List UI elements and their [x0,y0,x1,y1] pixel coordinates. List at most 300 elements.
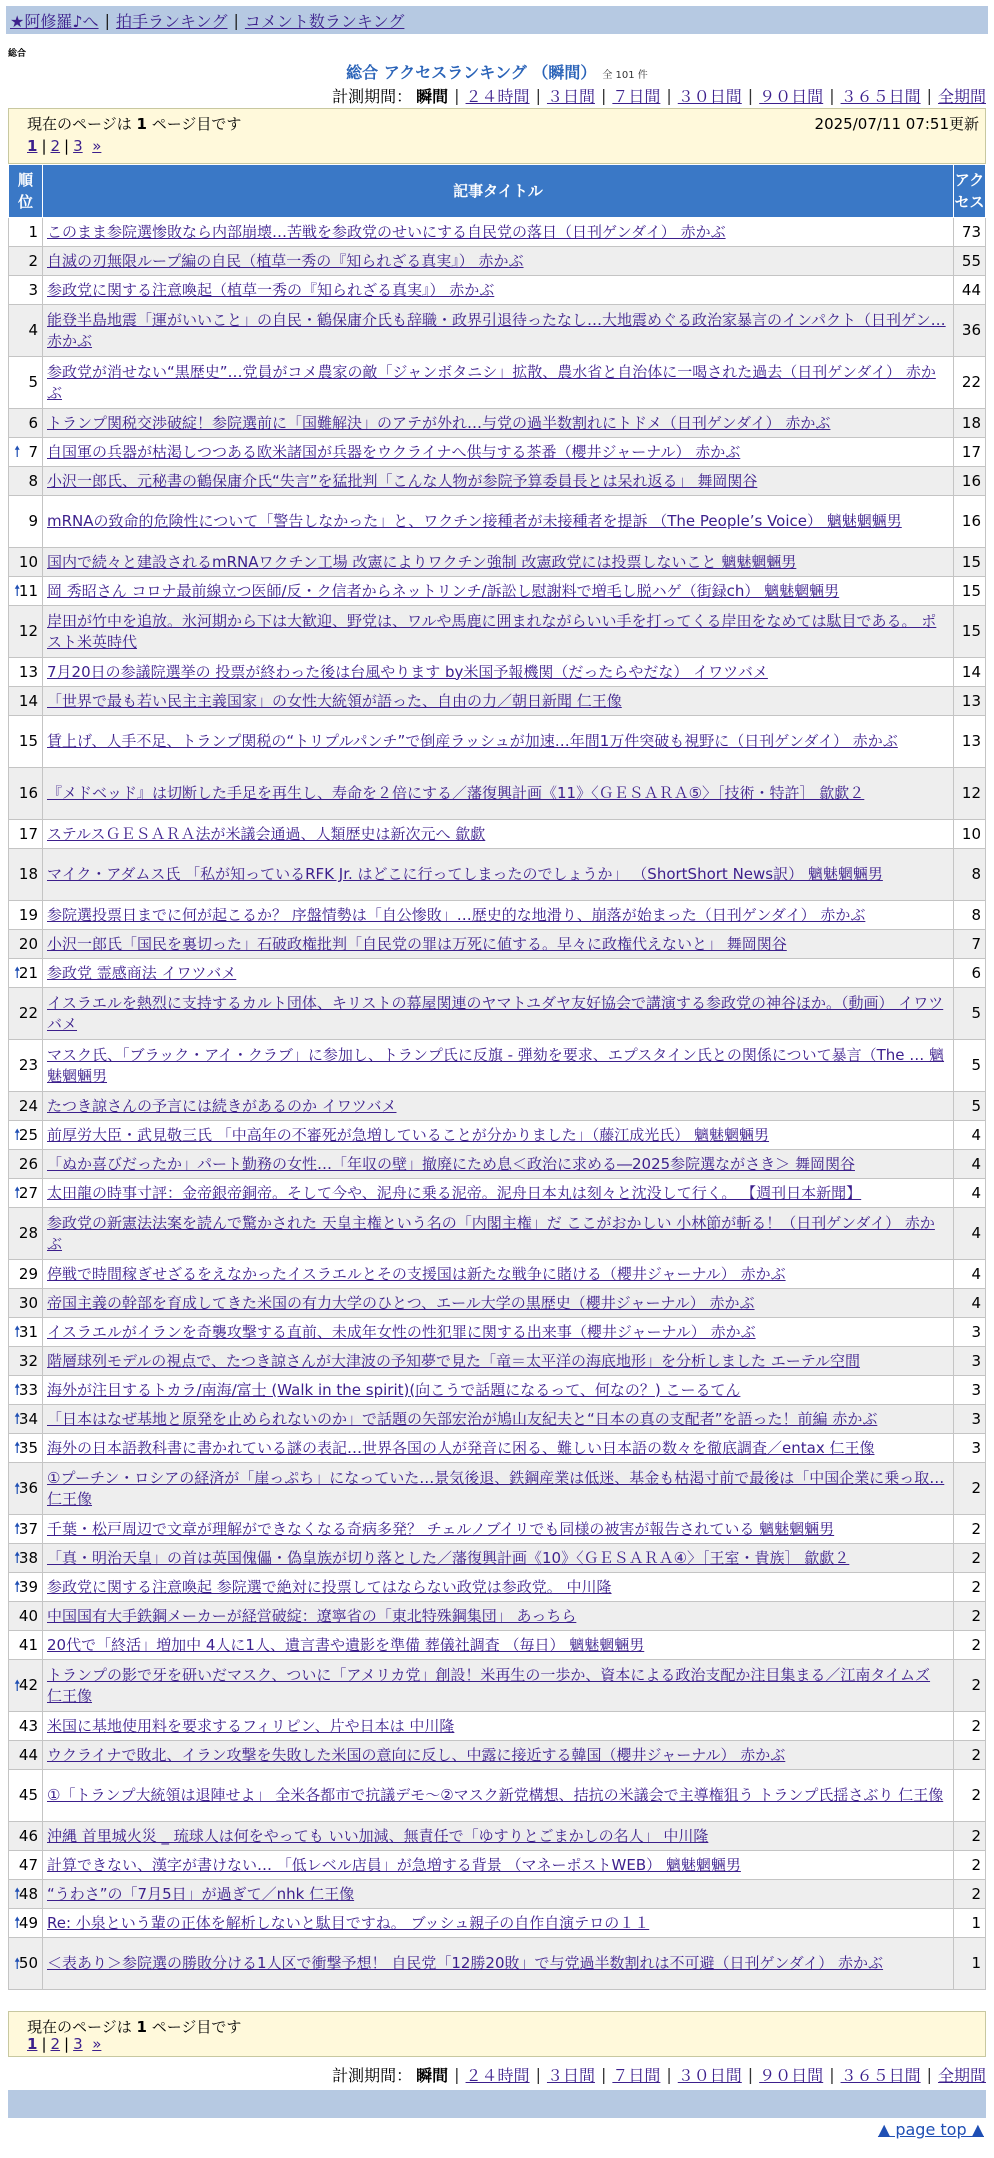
access-count: 5 [954,988,986,1040]
page-separator: | [41,2035,47,2053]
period-selector-bottom [332,2063,986,2086]
access-count: 5 [954,1040,986,1092]
page-top [878,2120,984,2139]
table-row [9,1631,986,1660]
article-link[interactable]: 中国国有大手鉄鋼メーカーが経営破綻：遼寧省の「東北特殊鋼集団」 あっちら [47,1606,577,1625]
article-link[interactable]: イスラエルを熱烈に支持するカルト団体、キリストの幕屋関連のヤマトユダヤ友好協会で講演する参政党の神谷ほか。（動画） イワツバメ [47,993,944,1033]
col-header-rank [9,165,43,218]
pager-top [8,108,986,164]
rank-up-arrow-icon: 🠕 [14,1183,21,1202]
access-count: 3 [954,1434,986,1463]
article-link[interactable]: 参政党に関する注意喚起 参院選で絶対に投票してはならない政党は参政党。 中川隆 [47,1577,612,1596]
rank-up-arrow-icon: 🠕 [14,1884,21,1903]
table-row [9,959,986,988]
title-cell [43,218,954,247]
title-cell [43,438,954,467]
rank-cell [9,658,43,687]
article-link[interactable]: ＜表あり＞参院選の勝敗分ける1人区で衝撃予想！ 自民党「12勝20敗」で与党過半数割れは不可避（日刊ゲンダイ） 赤かぶ [47,1954,884,1972]
title-cell [43,1260,954,1289]
rank-cell [9,687,43,716]
table-row [9,276,986,305]
rank-number: 48 [18,1884,38,1903]
rank-cell [9,409,43,438]
article-link[interactable]: マイク・アダムス氏 「私が知っているRFK Jr. はどこに行ってしまったのでしょうか」 （ShortShort News訳） 魑魅魍魎男 [47,865,883,883]
access-count: 16 [954,467,986,496]
page-text-post: ページ目です [151,115,242,133]
page-top-link[interactable]: ▲ page top ▲ [877,2120,984,2139]
rank-up-arrow-icon: 🠕 [14,963,21,982]
table-row [9,1289,986,1318]
period-link[interactable]: ７日間 [612,87,661,106]
title-cell [43,1909,954,1938]
access-count: 13 [954,687,986,716]
access-count: 6 [954,959,986,988]
rank-cell [9,1544,43,1573]
table-row [9,409,986,438]
rank-cell [9,1347,43,1376]
rank-cell [9,1260,43,1289]
access-count: 17 [954,438,986,467]
article-link[interactable]: 能登半島地震「運がいいこと」の自民・鶴保庸介氏も辞職・政界引退待ったなし…大地震めぐる政治家暴言のインパクト（日刊ゲン… 赤かぶ [47,310,946,350]
rank-number: 34 [18,1409,38,1428]
article-link[interactable]: 賃上げ、人手不足、トランプ関税の“トリプルパンチ”で倒産ラッシュが加速…年間1万件突破も視野に（日刊ゲンダイ） 赤かぶ [47,732,898,750]
article-link[interactable]: イスラエルがイランを奇襲攻撃する直前、未成年女性の性犯罪に関する出来事（櫻井ジャーナル） 赤かぶ [47,1322,756,1341]
table-row [9,1318,986,1347]
article-link[interactable]: トランプの影で牙を研いだマスク、ついに「アメリカ党」創設！米再生の一歩か、資本による政治支配か注目集まる／江南タイムズ 仁王像 [47,1665,931,1705]
title-cell [43,716,954,768]
article-link[interactable]: 「世界で最も若い民主主義国家」の女性大統領が語った、自由の力／朝日新聞 仁王像 [47,691,622,710]
rank-number: 26 [18,1154,38,1173]
title-cell [43,305,954,357]
rank-cell [9,357,43,409]
title-cell [43,1208,954,1260]
rank-number: 31 [18,1322,38,1341]
table-row [9,305,986,357]
rank-cell [9,1376,43,1405]
ranking-title: 総合 アクセスランキング （瞬間） [346,63,597,82]
col-header-access [954,165,986,218]
access-count: 10 [954,820,986,849]
rank-cell [9,577,43,606]
rank-number: 23 [18,1056,38,1074]
title-cell [43,577,954,606]
period-link[interactable]: ２４時間 [465,2066,530,2085]
table-row [9,1909,986,1938]
period-separator: | [926,86,932,105]
title-cell [43,409,954,438]
period-link[interactable]: ３日間 [546,2066,595,2085]
rank-number: 24 [18,1096,38,1115]
period-separator: | [454,2065,460,2084]
rank-cell [9,1405,43,1434]
rank-cell [9,901,43,930]
title-cell [43,901,954,930]
rank-up-arrow-icon: 🠕 [14,1125,21,1144]
period-link[interactable]: 全期間 [937,2066,986,2085]
period-separator: | [829,2065,835,2084]
table-row [9,496,986,548]
title-cell [43,988,954,1040]
page-links [27,137,101,155]
rank-cell [9,1660,43,1712]
access-count: 2 [954,1463,986,1515]
article-link[interactable]: 参政党に関する注意喚起（植草一秀の『知られざる真実』） 赤かぶ [47,280,495,299]
article-link[interactable]: トランプ関税交渉破綻！参院選前に「国難解決」のアテが外れ…与党の過半数割れにトドメ（日刊ゲンダイ） 赤かぶ [47,413,831,432]
period-link[interactable]: ３０日間 [677,87,742,106]
article-link[interactable]: 「日本はなぜ基地と原発を止められないのか」で話題の矢部宏治が鳩山友紀夫と“日本の真の支配者”を語った！前編 赤かぶ [47,1409,878,1428]
title-cell [43,1573,954,1602]
col-header-access-line2: セス [954,193,985,211]
title-cell [43,1660,954,1712]
table-row [9,1741,986,1770]
nav-separator: | [104,10,110,30]
article-link[interactable]: 帝国主義の幹部を育成してきた米国の有力大学のひとつ、エール大学の黒歴史（櫻井ジャーナル） 赤かぶ [47,1293,755,1312]
access-count: 73 [954,218,986,247]
rank-cell [9,768,43,820]
access-count: 8 [954,849,986,901]
period-link[interactable]: ３６５日間 [840,87,921,106]
title-cell [43,1121,954,1150]
page-link-2[interactable]: 2 [50,2035,61,2053]
ranking-table [8,164,986,1990]
access-count: 2 [954,1544,986,1573]
rank-number: 20 [18,934,38,953]
rank-up-arrow-icon: 🠕 [14,1954,21,1972]
table-row [9,1150,986,1179]
table-row [9,930,986,959]
period-current: 瞬間 [416,2066,449,2085]
article-link[interactable]: たつき諒さんの予言には続きがあるのか イワツバメ [47,1096,397,1115]
article-link[interactable]: 階層球列モデルの視点で、たつき諒さんが大津波の予知夢で見た「竜＝太平洋の海底地形」を分析しました エーテル空間 [47,1351,860,1370]
rank-cell [9,218,43,247]
article-link[interactable]: このまま参院選惨敗なら内部崩壊…苦戦を参政党のせいにする自民党の落日（日刊ゲンダイ） 赤かぶ [47,222,726,241]
article-link[interactable]: 自滅の刃無限ループ編の自民（植草一秀の『知られざる真実』） 赤かぶ [47,251,524,270]
page-text-pre: 現在のページは [27,115,132,133]
article-link[interactable]: 「ぬか喜びだったか」パート勤務の女性…「年収の壁」撤廃にため息＜政治に求める―2025参院選ながさき＞ 舞岡関谷 [47,1154,855,1173]
rank-number: 33 [18,1380,38,1399]
rank-cell [9,438,43,467]
next-page-link[interactable]: » [92,2035,102,2053]
table-row [9,1573,986,1602]
rank-up-arrow-icon: 🠕 [14,1577,21,1596]
period-label: 計測期間： [332,2066,413,2085]
rank-number: 16 [18,784,38,802]
title-cell [43,1880,954,1909]
rank-number: 45 [18,1786,38,1804]
rank-cell [9,467,43,496]
rank-number: 40 [18,1606,38,1625]
access-count: 2 [954,1712,986,1741]
rank-cell [9,930,43,959]
comment-ranking-link[interactable]: コメント数ランキング [244,11,405,31]
access-count: 4 [954,1150,986,1179]
title-cell [43,1712,954,1741]
rank-cell [9,305,43,357]
article-link[interactable]: 小沢一郎氏、元秘書の鶴保庸介氏“失言”を猛批判「こんな人物が参院予算委員長とは呆れ返る」 舞岡関谷 [47,471,758,490]
title-cell [43,768,954,820]
article-link[interactable]: 岸田が竹中を追放。氷河期から下は大歓迎、野党は、ワルや馬鹿に囲まれながらいい手を打ってくる岸田をなめては駄目である。 ポスト米英時代 [47,611,937,651]
article-link[interactable]: 国内で続々と建設されるmRNAワクチン工場 改憲によりワクチン強制 改憲政党には投票しないこと 魑魅魍魎男 [47,552,797,571]
rank-number: 47 [18,1855,38,1874]
period-current: 瞬間 [416,87,449,106]
table-row [9,1880,986,1909]
table-row [9,1712,986,1741]
rank-cell [9,496,43,548]
article-link[interactable]: マスク氏、「ブラック・アイ・クラブ」に参加し、トランプ氏に反旗 - 弾劾を要求、エプスタイン氏との関係について暴言（The … 魑魅魍魎男 [47,1045,945,1085]
col-header-access-line1: アク [954,171,985,189]
article-link[interactable]: 岡 秀昭さん コロナ最前線立つ医師/反・ク信者からネットリンチ/訴訟し慰謝料で増毛し脱ハゲ（街録ch） 魑魅魍魎男 [47,581,840,600]
period-link[interactable]: ３０日間 [677,2066,742,2085]
access-count: 4 [954,1179,986,1208]
rank-number: 44 [18,1745,38,1764]
rank-number: 32 [18,1351,38,1370]
rank-number: 6 [28,413,38,432]
rank-number: 46 [18,1826,38,1845]
article-link[interactable]: 『メドベッド』は切断した手足を再生し、寿命を２倍にする／藩復興計画《11》〈ＧＥＳＡＲＡ⑤〉［技術・特許］ 歙歔２ [47,784,865,802]
rank-number: 10 [18,552,38,571]
title-cell [43,658,954,687]
article-link[interactable]: 太田龍の時事寸評：金帝銀帝銅帝。そして今や、泥舟に乗る泥帝。泥舟日本丸は刻々と沈没して行く。 【週刊日本新聞】 [47,1183,862,1202]
period-link[interactable]: ７日間 [612,2066,661,2085]
period-link[interactable]: ２４時間 [465,87,530,106]
rank-number: 17 [18,824,38,843]
table-row [9,1376,986,1405]
period-separator: | [600,86,607,105]
table-row [9,606,986,658]
title-cell [43,820,954,849]
title-cell [43,1289,954,1318]
period-separator: | [747,86,754,105]
title-cell [43,1434,954,1463]
rank-up-arrow-icon: 🠕 [14,1913,21,1932]
page-number-current: 1 [136,2018,147,2036]
period-link[interactable]: 全期間 [937,87,986,106]
title-cell [43,1150,954,1179]
period-label: 計測期間： [332,87,413,106]
rank-number: 8 [28,471,38,490]
access-count: 15 [954,548,986,577]
rank-number: 39 [18,1577,38,1596]
article-link[interactable]: 千葉・松戸周辺で文章が理解ができなくなる奇病多発？ チェルノブイリでも同様の被害が報告されている 魑魅魍魎男 [47,1519,835,1538]
rank-number: 37 [18,1519,38,1538]
article-link[interactable]: 小沢一郎氏「国民を裏切った」石破政権批判「自民党の罪は万死に値する。早々に政権代えないと」 舞岡関谷 [47,934,787,953]
article-link[interactable]: 前厚労大臣・武見敬三氏 「中高年の不審死が急増していることが分かりました」（藤江成光氏） 魑魅魍魎男 [47,1125,770,1144]
article-link[interactable]: 参政党 霊感商法 イワツバメ [47,963,237,982]
access-count: 2 [954,1880,986,1909]
rank-cell [9,1712,43,1741]
rank-number: 38 [18,1548,38,1567]
rank-number: 14 [18,691,38,710]
article-link[interactable]: “うわさ”の「7月5日」が過ぎて／nhk 仁王像 [47,1884,355,1903]
col-header-title: 記事タイトル [43,165,954,218]
article-link[interactable]: 20代で「終活」増加中 4人に1人、遺言書や遺影を準備 葬儀社調査 （毎日） 魑魅魍魎男 [47,1635,645,1654]
table-row [9,820,986,849]
table-row [9,1822,986,1851]
current-page-text [27,2016,241,2037]
title-cell [43,1851,954,1880]
rank-number: 13 [18,662,38,681]
next-page-link[interactable]: » [92,137,102,155]
access-count: 2 [954,1573,986,1602]
table-row [9,1515,986,1544]
rank-cell [9,1434,43,1463]
table-row [9,1463,986,1515]
rank-cell [9,1880,43,1909]
table-row [9,658,986,687]
access-count: 16 [954,496,986,548]
title-cell [43,1515,954,1544]
period-link[interactable]: ３日間 [546,87,595,106]
period-separator: | [829,86,835,105]
title-cell [43,959,954,988]
article-link[interactable]: 「真・明治天皇」の首は英国傀儡・偽皇族が切り落とした／藩復興計画《10》〈ＧＥＳＡＲＡ④〉［王室・貴族］ 歙歔２ [47,1548,850,1567]
period-separator: | [535,2065,541,2084]
title-cell [43,1318,954,1347]
title-cell [43,1179,954,1208]
rank-cell [9,1822,43,1851]
rank-number: 28 [18,1224,38,1242]
rank-cell [9,1938,43,1990]
article-link[interactable]: Re: 小泉という輩の正体を解析しないと駄目ですね。 ブッシュ親子の自作自演テロの１１ [47,1913,650,1932]
article-link[interactable]: ステルスＧＥＳＡＲＡ法が米議会通過、人類歴史は新次元へ 歙歔 [47,824,486,843]
title-cell [43,1376,954,1405]
table-row [9,1405,986,1434]
title-cell [43,467,954,496]
applause-ranking-link[interactable]: 拍手ランキング [115,11,228,31]
article-link[interactable]: 参院選投票日までに何が起こるか？ 序盤情勢は「自公惨敗」…歴史的な地滑り、崩落が始まった（日刊ゲンダイ） 赤かぶ [47,905,866,924]
table-row [9,247,986,276]
access-count: 7 [954,930,986,959]
table-row [9,1092,986,1121]
title-cell [43,1040,954,1092]
rank-number: 49 [18,1913,38,1932]
access-count: 3 [954,1347,986,1376]
article-link[interactable]: ①プーチン・ロシアの経済が「崖っぷち」になっていた…景気後退、鉄鋼産業は低迷、基金も枯渇寸前で最後は「中国企業に乗っ取… 仁王像 [47,1468,945,1508]
rank-cell [9,1318,43,1347]
rank-cell [9,1602,43,1631]
access-count: 3 [954,1405,986,1434]
article-link[interactable]: 自国軍の兵器が枯渇しつつある欧米諸国が兵器をウクライナへ供与する茶番（櫻井ジャーナル） 赤かぶ [47,442,741,461]
access-count: 2 [954,1631,986,1660]
table-row [9,1660,986,1712]
table-row [9,1770,986,1822]
period-selector-top [332,84,986,107]
title-cell [43,1822,954,1851]
table-row [9,988,986,1040]
page-link-1[interactable]: 1 [27,2035,38,2053]
access-count: 14 [954,658,986,687]
access-count: 2 [954,1515,986,1544]
access-count: 2 [954,1602,986,1631]
period-separator: | [747,2065,754,2084]
rank-cell [9,1741,43,1770]
article-link[interactable]: 停戦で時間稼ぎせざるをえなかったイスラエルとその支援国は新たな戦争に賭ける（櫻井ジャーナル） 赤かぶ [47,1264,786,1283]
title-cell [43,1405,954,1434]
article-link[interactable]: ①「トランプ大統領は退陣せよ」 全米各都市で抗議デモ～②マスク新党構想、拮抗の米議会で主導権狙う トランプ氏揺さぶり 仁王像 [47,1786,944,1804]
rank-number: 3 [28,280,38,299]
table-row [9,687,986,716]
rank-cell [9,1150,43,1179]
page-link-3[interactable]: 3 [73,137,83,155]
nav-separator: | [233,10,239,30]
period-separator: | [454,86,460,105]
rank-cell [9,988,43,1040]
title-cell [43,1544,954,1573]
title-cell [43,548,954,577]
period-link[interactable]: ９０日間 [759,2066,824,2085]
table-row [9,1260,986,1289]
rank-up-arrow-icon: 🠕 [14,1380,21,1399]
table-row [9,901,986,930]
col-header-rank-line1: 順 [17,171,33,189]
rank-number: 12 [18,622,38,640]
rank-number: 25 [18,1125,38,1144]
title-cell [43,1631,954,1660]
table-row [9,1602,986,1631]
page-separator: | [64,137,70,155]
article-link[interactable]: 米国に基地使用料を要求するフィリピン、片や日本は 中川隆 [47,1716,455,1735]
rank-cell [9,1909,43,1938]
article-link[interactable]: 沖縄 首里城火災 _ 琉球人は何をやっても いい加減、無責任で「ゆすりとごまかしの名人」 中川隆 [47,1826,709,1845]
footer-bar [8,2090,986,2118]
title-cell [43,357,954,409]
home-link[interactable]: ★阿修羅♪へ [10,11,99,31]
rank-cell [9,849,43,901]
table-row [9,438,986,467]
access-count: 2 [954,1741,986,1770]
title-cell [43,1741,954,1770]
article-link[interactable]: 計算できない、漢字が書けない… 「低レベル店員」が急増する背景 （マネーポストWEB） 魑魅魍魎男 [47,1855,741,1874]
access-count: 8 [954,901,986,930]
rank-cell [9,1121,43,1150]
article-link[interactable]: 海外が注目するトカラ/南海/富士 (Walk in the spirit)(向こうで話題になるって、何なの？) こーるてん [47,1380,741,1399]
table-row [9,849,986,901]
article-link[interactable]: mRNAの致命的危険性について「警告しなかった」と、ワクチン接種者が未接種者を提訴 （The People’s Voice） 魑魅魍魎男 [47,512,902,530]
title-cell [43,1347,954,1376]
title-cell [43,687,954,716]
page-link-3[interactable]: 3 [73,2035,83,2053]
article-link[interactable]: 参政党が消せない“黒歴史”…党員がコメ農家の敵「ジャンボタニシ」拡散、農水省と自治体に一喝された過去（日刊ゲンダイ） 赤かぶ [47,362,936,402]
rank-cell [9,1515,43,1544]
title-cell [43,849,954,901]
rank-up-arrow-icon: 🠕 [14,581,21,600]
page-link-1[interactable]: 1 [27,137,38,155]
rank-cell [9,1289,43,1318]
rank-cell [9,820,43,849]
rank-cell [9,1208,43,1260]
period-link[interactable]: ３６５日間 [840,2066,921,2085]
rank-number: 2 [28,251,38,270]
rank-cell [9,548,43,577]
page-text-pre: 現在のページは [27,2018,132,2036]
table-row [9,1179,986,1208]
period-link[interactable]: ９０日間 [759,87,824,106]
rank-cell [9,1092,43,1121]
rank-cell [9,606,43,658]
access-count: 13 [954,716,986,768]
table-row [9,1208,986,1260]
article-link[interactable]: 参政党の新憲法法案を読んで驚かされた 天皇主権という名の「内閣主権」だ ここがおかしい 小林節が斬る！（日刊ゲンダイ） 赤かぶ [47,1213,935,1253]
article-link[interactable]: 海外の日本語教科書に書かれている謎の表記…世界各国の人が発音に困る、難しい日本語の数々を徹底調査／entax 仁王像 [47,1438,875,1457]
access-count: 2 [954,1822,986,1851]
article-link[interactable]: 7月20日の参議院選挙の 投票が終わった後は台風やります by米国予報機関（だったらやだな） イワツバメ [47,662,768,681]
rank-number: 43 [18,1716,38,1735]
table-row [9,1121,986,1150]
period-separator: | [926,2065,932,2084]
page-link-2[interactable]: 2 [50,137,61,155]
article-link[interactable]: ウクライナで敗北、イラン攻撃を失敗した米国の意向に反し、中露に接近する韓国（櫻井ジャーナル） 赤かぶ [47,1745,786,1764]
access-count: 12 [954,768,986,820]
